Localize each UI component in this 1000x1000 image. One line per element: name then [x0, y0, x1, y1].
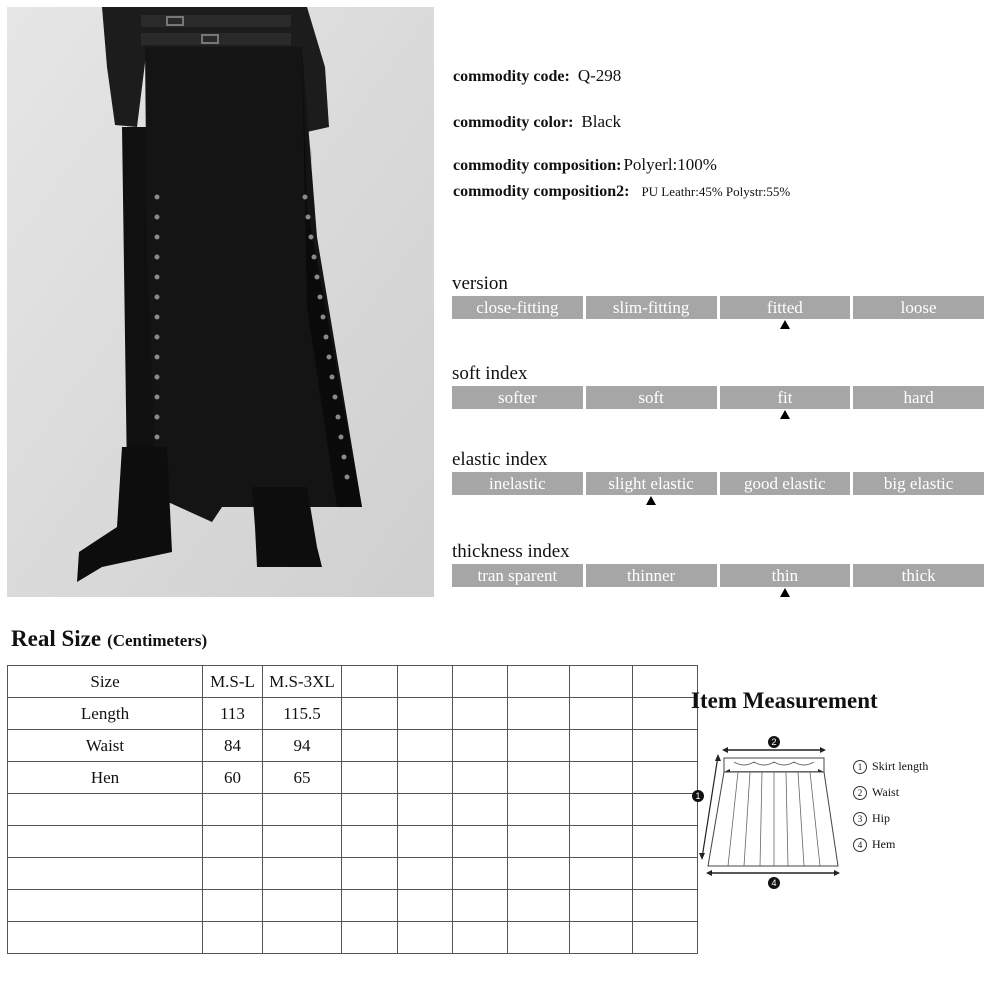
table-cell	[570, 826, 633, 858]
index-option: slim-fitting	[586, 296, 717, 319]
legend-number-icon: 4	[853, 838, 867, 852]
index-option: inelastic	[452, 472, 583, 495]
table-cell	[8, 794, 203, 826]
table-row	[8, 858, 698, 890]
table-cell	[570, 666, 633, 698]
table-row	[8, 762, 698, 794]
table-cell	[398, 698, 453, 730]
spec-value: Black	[581, 112, 622, 131]
size-chart-heading	[11, 626, 207, 652]
table-cell	[263, 794, 342, 826]
table-cell	[508, 826, 570, 858]
table-cell: M.S-L	[203, 666, 263, 698]
table-cell	[508, 730, 570, 762]
index-option: hard	[853, 386, 984, 409]
marker-row	[452, 319, 984, 331]
table-cell	[453, 794, 508, 826]
table-cell	[342, 826, 398, 858]
index-option: close-fitting	[452, 296, 583, 319]
legend-label: Waist	[872, 785, 900, 799]
index-title: soft index	[452, 363, 528, 384]
table-cell	[263, 922, 342, 954]
spec-code	[453, 66, 621, 86]
product-photo	[7, 7, 434, 597]
model-wearing-skirt-illustration	[7, 7, 434, 597]
table-cell	[633, 698, 698, 730]
measurement-legend	[853, 756, 928, 860]
table-cell	[203, 858, 263, 890]
size-chart-unit: (Centimeters)	[107, 631, 208, 650]
table-cell	[508, 890, 570, 922]
index-thickness	[452, 540, 984, 599]
spec-label: commodity composition:	[453, 157, 622, 174]
measurement-title: Item Measurement	[691, 688, 878, 713]
table-cell	[633, 922, 698, 954]
table-cell	[342, 858, 398, 890]
spec-color	[453, 112, 621, 132]
index-option: thin	[720, 564, 851, 587]
table-cell	[398, 890, 453, 922]
table-cell	[453, 698, 508, 730]
skirt-measurement-diagram	[688, 730, 848, 895]
legend-label: Hip	[872, 811, 890, 825]
index-version	[452, 272, 984, 331]
table-cell	[508, 794, 570, 826]
table-cell	[570, 890, 633, 922]
index-option: thick	[853, 564, 984, 587]
table-cell	[398, 922, 453, 954]
callout-2-label: 2	[771, 737, 777, 747]
legend-number-icon: 1	[853, 760, 867, 774]
table-cell	[263, 826, 342, 858]
marker-row	[452, 587, 984, 599]
marker-row	[452, 409, 984, 421]
table-cell: Size	[8, 666, 203, 698]
table-cell	[508, 666, 570, 698]
index-option: softer	[452, 386, 583, 409]
table-cell	[203, 922, 263, 954]
table-cell	[453, 890, 508, 922]
legend-label: Hem	[872, 837, 896, 851]
table-cell: 113	[203, 698, 263, 730]
size-table	[7, 665, 701, 954]
table-cell	[203, 794, 263, 826]
table-cell	[203, 890, 263, 922]
table-cell	[453, 858, 508, 890]
legend-label: Skirt length	[872, 759, 929, 773]
index-bar	[452, 472, 984, 495]
table-cell	[508, 698, 570, 730]
table-cell	[342, 698, 398, 730]
table-cell	[570, 858, 633, 890]
size-chart-title: Real Size	[11, 626, 102, 651]
table-cell	[398, 762, 453, 794]
table-cell	[8, 826, 203, 858]
table-cell	[398, 666, 453, 698]
table-cell	[203, 826, 263, 858]
table-cell	[398, 858, 453, 890]
table-cell	[342, 762, 398, 794]
table-cell	[508, 762, 570, 794]
index-option: soft	[586, 386, 717, 409]
table-cell	[342, 794, 398, 826]
index-option: fit	[720, 386, 851, 409]
spec-label: commodity composition2:	[453, 183, 630, 200]
table-cell: M.S-3XL	[263, 666, 342, 698]
table-cell	[570, 794, 633, 826]
index-option: fitted	[720, 296, 851, 319]
table-cell	[8, 922, 203, 954]
table-cell	[342, 890, 398, 922]
marker-row	[452, 495, 984, 507]
callout-4-label: 4	[771, 878, 777, 888]
index-elastic	[452, 448, 984, 507]
index-bar	[452, 296, 984, 319]
table-row	[8, 666, 698, 698]
index-title: thickness index	[452, 541, 570, 562]
table-row	[8, 826, 698, 858]
table-row	[8, 890, 698, 922]
spec-label: commodity color:	[453, 114, 574, 131]
spec-value: PU Leathr:45% Polystr:55%	[641, 184, 791, 199]
legend-number-icon: 2	[853, 786, 867, 800]
index-option: thinner	[586, 564, 717, 587]
table-cell	[398, 730, 453, 762]
table-cell	[342, 666, 398, 698]
selected-marker-icon	[780, 588, 790, 597]
callout-1-label: 1	[695, 791, 701, 801]
table-cell: 60	[203, 762, 263, 794]
table-cell	[570, 698, 633, 730]
legend-item	[853, 756, 928, 782]
table-cell: 94	[263, 730, 342, 762]
legend-item	[853, 782, 928, 808]
selected-marker-icon	[646, 496, 656, 505]
table-cell	[453, 762, 508, 794]
table-row	[8, 922, 698, 954]
spec-composition	[453, 155, 717, 175]
spec-label: commodity code:	[453, 68, 570, 85]
index-bar	[452, 386, 984, 409]
table-cell	[453, 730, 508, 762]
index-option: big elastic	[853, 472, 984, 495]
table-cell	[263, 890, 342, 922]
table-row	[8, 730, 698, 762]
selected-marker-icon	[780, 320, 790, 329]
index-bar	[452, 564, 984, 587]
selected-marker-icon	[780, 410, 790, 419]
legend-number-icon: 3	[853, 812, 867, 826]
spec-value: Polyerl:100%	[623, 155, 717, 174]
legend-item	[853, 808, 928, 834]
table-row	[8, 698, 698, 730]
index-option: loose	[853, 296, 984, 319]
table-cell	[263, 858, 342, 890]
table-cell	[342, 922, 398, 954]
table-cell	[570, 730, 633, 762]
table-cell: 84	[203, 730, 263, 762]
table-cell: Length	[8, 698, 203, 730]
table-cell	[8, 858, 203, 890]
index-soft	[452, 362, 984, 421]
table-cell	[398, 826, 453, 858]
table-cell	[453, 922, 508, 954]
table-cell	[342, 730, 398, 762]
table-cell	[398, 794, 453, 826]
table-cell: Waist	[8, 730, 203, 762]
table-cell	[8, 890, 203, 922]
table-cell	[570, 762, 633, 794]
index-option: good elastic	[720, 472, 851, 495]
table-cell	[508, 858, 570, 890]
index-option: tran sparent	[452, 564, 583, 587]
legend-item	[853, 834, 928, 860]
table-cell	[570, 922, 633, 954]
table-cell	[508, 922, 570, 954]
table-cell: 65	[263, 762, 342, 794]
index-title: version	[452, 273, 508, 294]
spec-value: Q-298	[577, 66, 622, 85]
table-cell	[453, 826, 508, 858]
table-cell	[633, 666, 698, 698]
table-cell: Hen	[8, 762, 203, 794]
table-cell: 115.5	[263, 698, 342, 730]
table-row	[8, 794, 698, 826]
index-option: slight elastic	[586, 472, 717, 495]
skirt-diagram-icon	[688, 730, 848, 890]
spec-composition2	[453, 183, 790, 201]
index-title: elastic index	[452, 449, 548, 470]
table-cell	[453, 666, 508, 698]
